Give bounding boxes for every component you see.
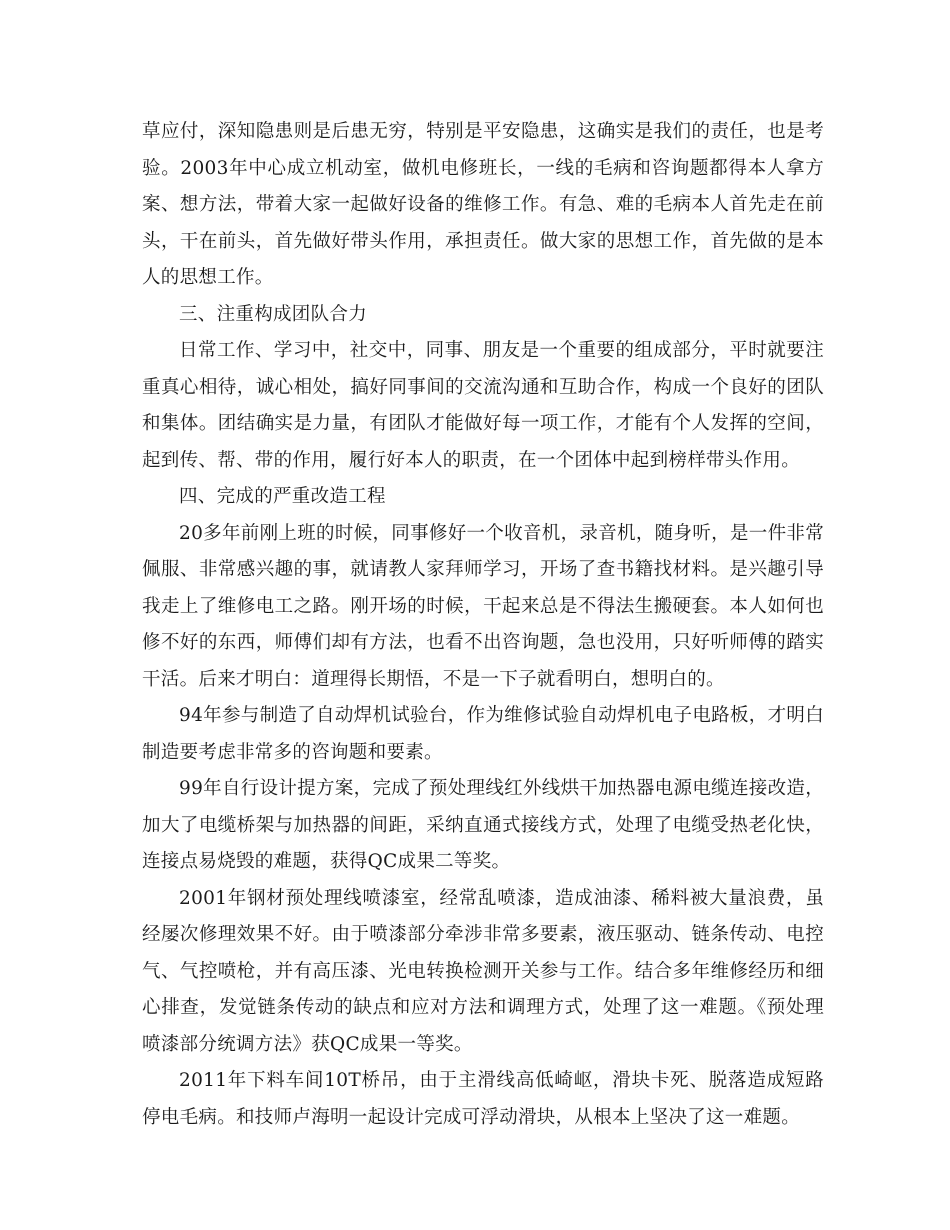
paragraph-2011-project: 2011年下料车间10T桥吊，由于主滑线高低崎岖，滑块卡死、脱落造成短路停电毛病。和技师卢海明一起设计完成可浮动滑块，从根本上坚决了这一难题。 (142, 1070, 824, 1128)
paragraph-early-career: 20多年前刚上班的时候，同事修好一个收音机，录音机，随身听，是一件非常佩服、非常感兴趣的事，就请教人家拜师学习，开场了查书籍找材料。是兴趣引导我走上了维修电工之路。刚开场的时候，干起来总是不得法生搬硬套。本人如何也修不好的东西，师傅们却有方法，也看不出咨询题，急也没用，只好听师傅的踏实干活。后来才明白：道理得长期悟，不是一下子就看明白，想明白的。 (142, 522, 824, 690)
paragraph-continuation: 草应付，深知隐患则是后患无穷，特别是平安隐患，这确实是我们的责任，也是考验。2003年中心成立机动室，做机电修班长，一线的毛病和咨询题都得本人拿方案、想方法，带着大家一起做好设备的维修工作。有急、难的毛病本人首先走在前头，干在前头，首先做好带头作用，承担责任。做大家的思想工作，首先做的是本人的思想工作。 (142, 121, 824, 288)
paragraph-1994-project: 94年参与制造了自动焊机试验台，作为维修试验自动焊机电子电路板，才明白制造要考虑非常多的咨询题和要素。 (142, 705, 824, 763)
paragraph-2001-project: 2001年钢材预处理线喷漆室，经常乱喷漆，造成油漆、稀料被大量浪费，虽经屡次修理效果不好。由于喷漆部分牵涉非常多要素，液压驱动、链条传动、电控气、气控喷枪，并有高压漆、光电转换检测开关参与工作。结合多年维修经历和细心排查，发觉链条传动的缺点和应对方法和调理方式，处理了这一难题。《预处理喷漆部分统调方法》获QC成果一等奖。 (142, 887, 824, 1055)
document-body (142, 114, 824, 1136)
section-heading-3: 三、注重构成团队合力 (179, 303, 368, 325)
paragraph-team-cohesion: 日常工作、学习中，社交中，同事、朋友是一个重要的组成部分，平时就要注重真心相待，诚心相处，搞好同事间的交流沟通和互助合作，构成一个良好的团队和集体。团结确实是力量，有团队才能做好每一项工作，才能有个人发挥的空间，起到传、帮、带的作用，履行好本人的职责，在一个团体中起到榜样带头作用。 (142, 340, 824, 471)
section-heading-4: 四、完成的严重改造工程 (179, 486, 386, 507)
paragraph-1999-project: 99年自行设计提方案，完成了预处理线红外线烘干加热器电源电缆连接改造，加大了电缆桥架与加热器的间距，采纳直通式接线方式，处理了电缆受热老化快，连接点易烧毁的难题，获得QC成果二等奖。 (142, 778, 824, 872)
